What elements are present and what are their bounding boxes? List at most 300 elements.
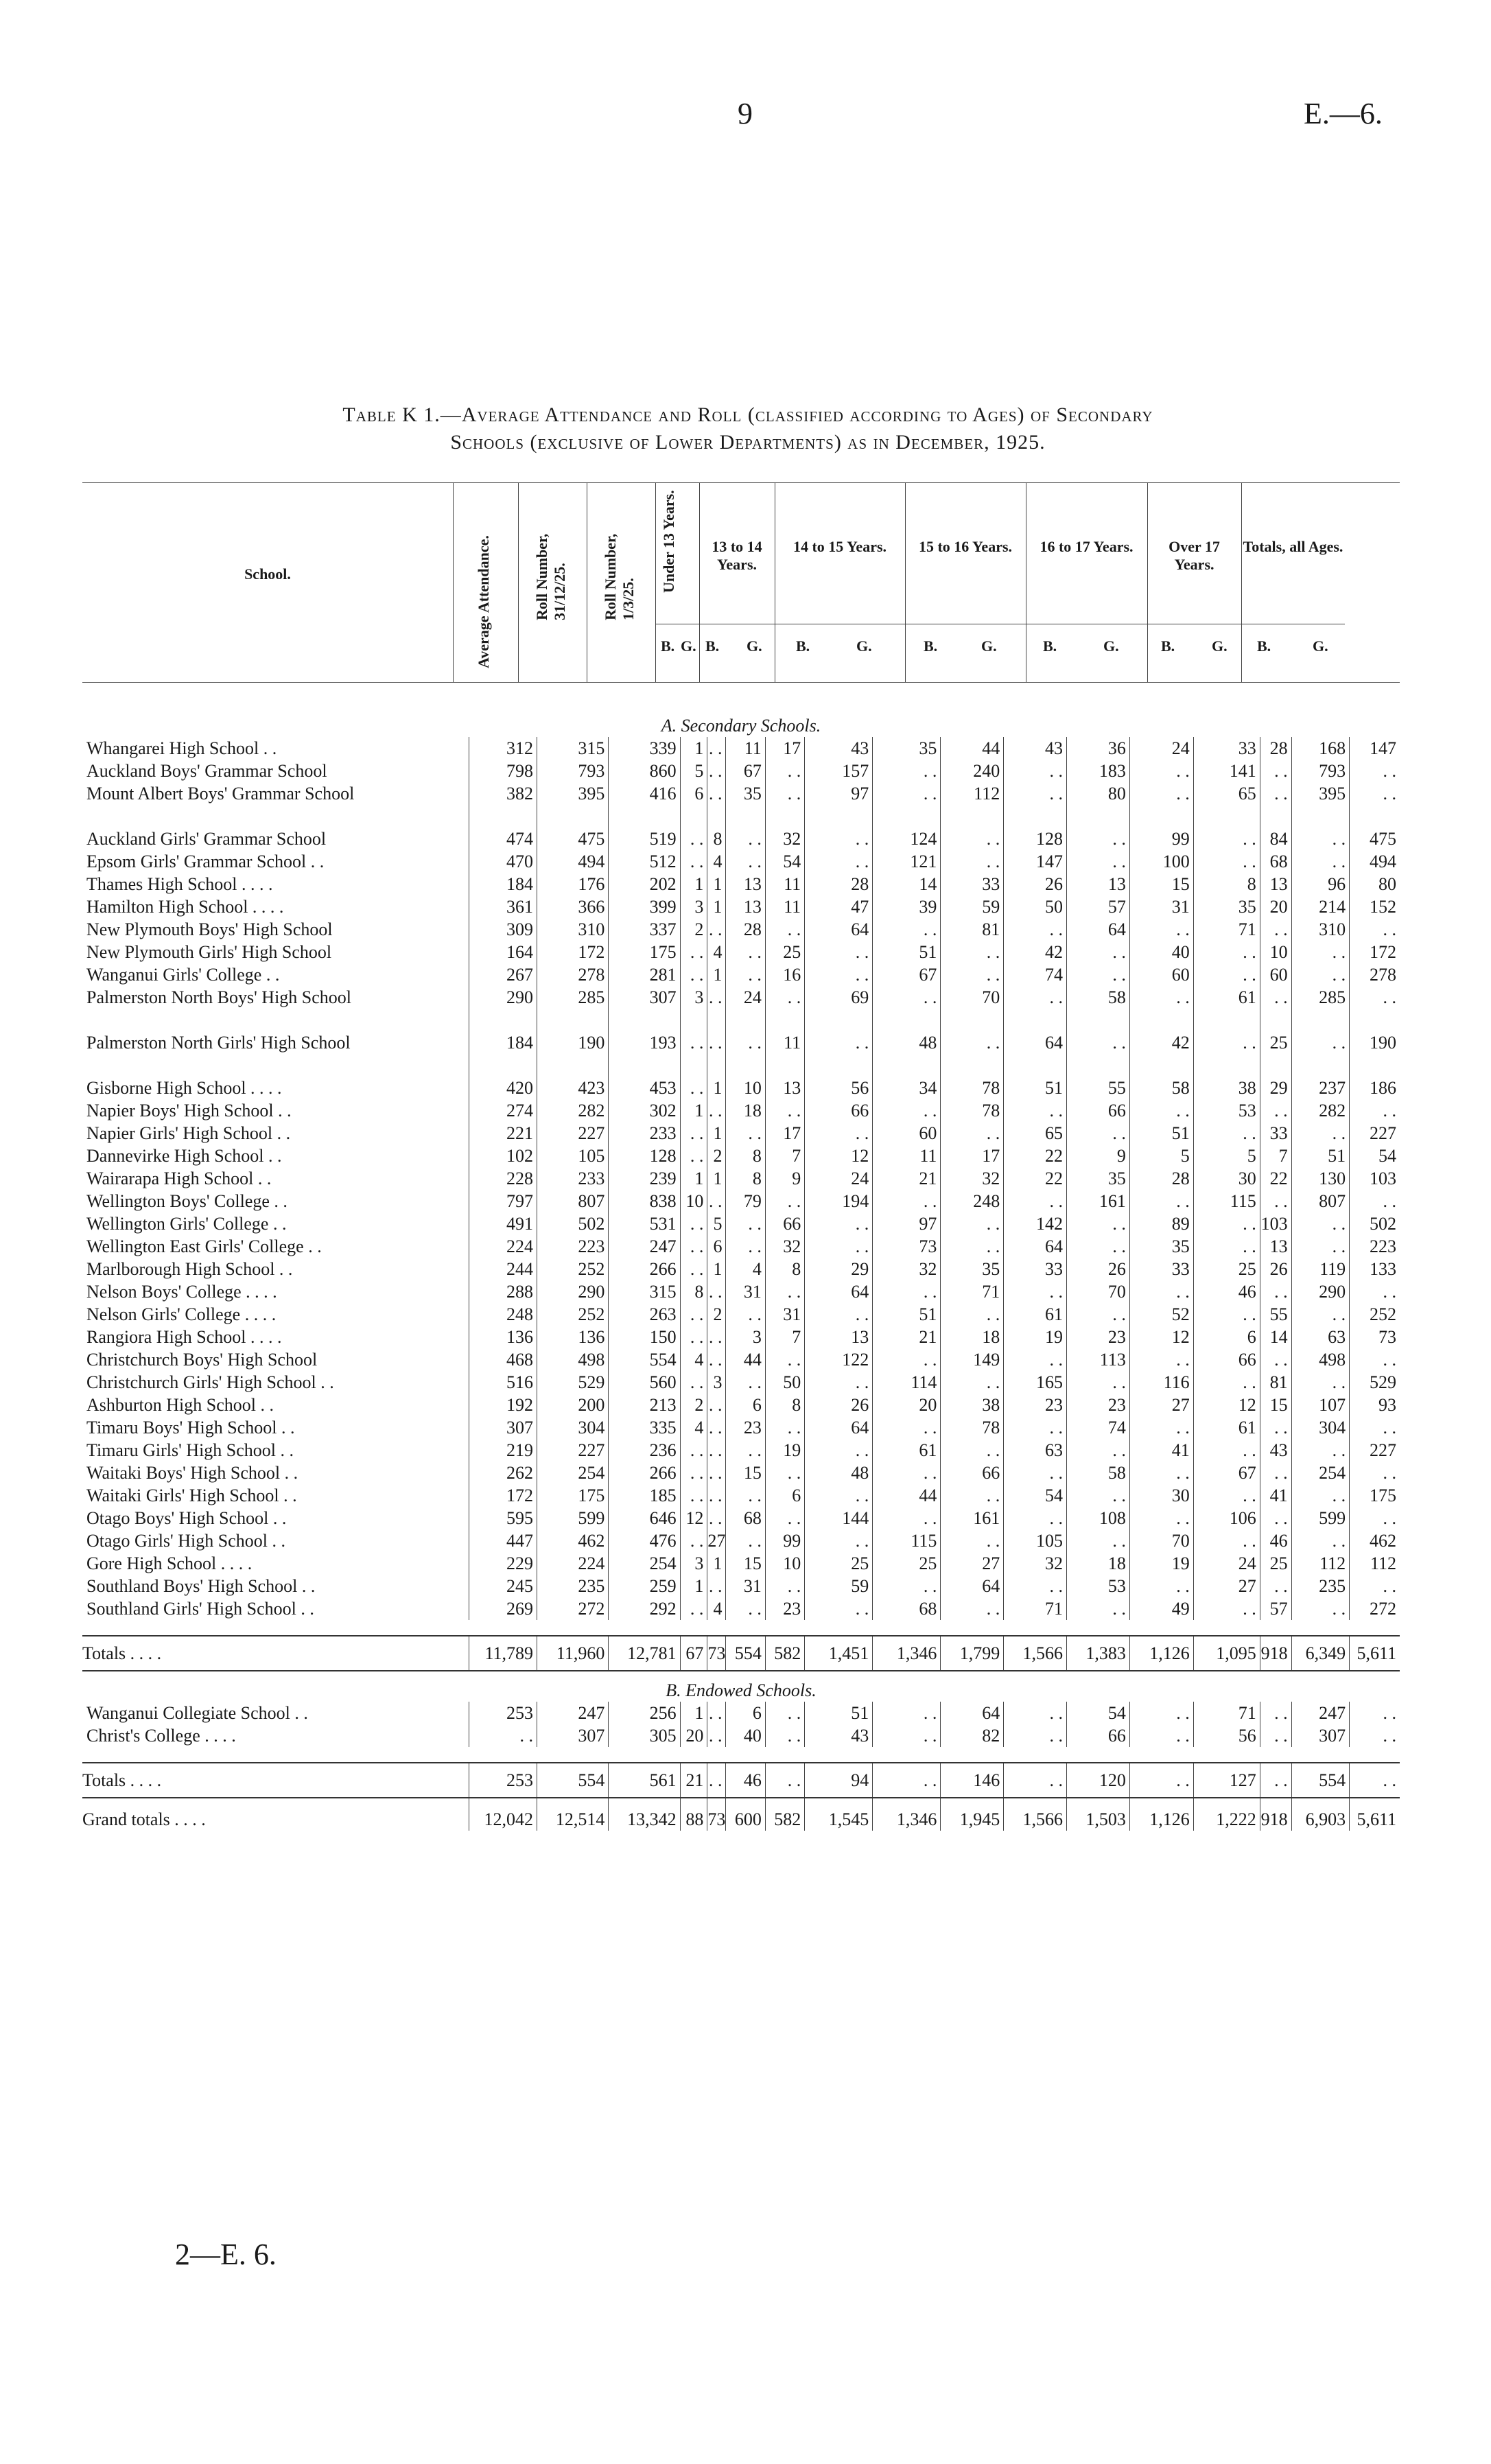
table-cell: 4 xyxy=(680,1416,707,1439)
table-cell: . . xyxy=(1383,1350,1396,1370)
table-cell: . . xyxy=(1383,1703,1396,1723)
table-cell: 25 xyxy=(1260,1552,1291,1575)
table-cell: 141 xyxy=(1193,760,1260,782)
table-cell: 150 xyxy=(609,1326,680,1348)
table-cell: 253 xyxy=(469,1763,537,1798)
table-cell: 476 xyxy=(609,1529,680,1552)
table-cell: 12 xyxy=(680,1507,707,1529)
table-cell: 32 xyxy=(941,1167,1004,1190)
table-cell: . . xyxy=(680,941,707,963)
table-cell: 599 xyxy=(1291,1507,1350,1529)
table-cell: . . xyxy=(1004,760,1067,782)
table-row xyxy=(82,1371,1400,1394)
table-cell: . . xyxy=(765,918,804,941)
school-name: Otago Boys' High School . . xyxy=(82,1507,469,1529)
table-title-line-2: Schools (exclusive of Lower Departments) as in December, 1925. xyxy=(450,431,1046,454)
table-cell: 80 xyxy=(1378,874,1396,894)
table-row xyxy=(82,1394,1400,1416)
table-cell: 807 xyxy=(537,1190,609,1212)
table-cell: 31 xyxy=(1129,895,1193,918)
table-cell: . . xyxy=(726,1529,765,1552)
table-cell: 6 xyxy=(680,782,707,828)
table-cell: 175 xyxy=(537,1484,609,1507)
table-cell: 244 xyxy=(469,1258,537,1280)
header-15-16-label: 15 to 16 Years. xyxy=(918,538,1013,555)
table-cell: . . xyxy=(805,1371,873,1394)
table-cell: 66 xyxy=(1193,1348,1260,1371)
table-row xyxy=(82,1724,1400,1747)
table-cell: . . xyxy=(1350,1763,1400,1798)
table-cell: 52 xyxy=(1129,1303,1193,1326)
table-cell: 10 xyxy=(680,1190,707,1212)
table-cell: 272 xyxy=(1370,1599,1396,1619)
table-cell: 61 xyxy=(1193,986,1260,1031)
table-cell: . . xyxy=(1004,1280,1067,1303)
table-cell: . . xyxy=(680,1303,707,1326)
table-cell: 142 xyxy=(1004,1212,1067,1235)
table-cell: 12 xyxy=(1193,1394,1260,1416)
table-cell: 44 xyxy=(726,1348,765,1371)
table-cell: 227 xyxy=(1370,1123,1396,1143)
table-cell: . . xyxy=(726,1439,765,1462)
table-cell: . . xyxy=(805,941,873,963)
table-title xyxy=(158,401,1338,456)
table-cell: 64 xyxy=(1004,1031,1067,1077)
table-cell: 192 xyxy=(469,1394,537,1416)
table-cell: 18 xyxy=(1067,1552,1130,1575)
header-b: B. xyxy=(1257,637,1271,655)
table-cell: . . xyxy=(1067,850,1130,873)
table-cell: . . xyxy=(726,1597,765,1620)
table-cell: 491 xyxy=(469,1212,537,1235)
header-roll-1 xyxy=(518,483,587,682)
table-cell: 233 xyxy=(537,1167,609,1190)
table-cell: 25 xyxy=(1260,1031,1291,1077)
table-cell: . . xyxy=(873,1099,941,1122)
table-cell: 84 xyxy=(1260,828,1291,850)
table-cell: . . xyxy=(941,1122,1004,1145)
table-cell: . . xyxy=(941,1212,1004,1235)
table-cell: 1,799 xyxy=(941,1636,1004,1671)
table-cell: 21 xyxy=(873,1167,941,1190)
table-cell: 7 xyxy=(1260,1145,1291,1167)
table-cell: . . xyxy=(707,1190,726,1212)
table-row xyxy=(82,1122,1400,1145)
table-cell: 88 xyxy=(680,1798,707,1831)
table-cell: 248 xyxy=(469,1303,537,1326)
table-cell: 119 xyxy=(1291,1258,1350,1280)
table-cell: . . xyxy=(1067,1439,1130,1462)
table-cell: . . xyxy=(680,1235,707,1258)
table-cell: 1,451 xyxy=(805,1636,873,1671)
table-cell: 35 xyxy=(726,782,765,828)
table-cell: 31 xyxy=(765,1303,804,1326)
table-cell: 44 xyxy=(941,737,1004,760)
section-a-heading-label: A. Secondary Schools. xyxy=(661,716,821,736)
table-cell: . . xyxy=(707,1484,726,1507)
section-b-heading-label: B. Endowed Schools. xyxy=(666,1680,817,1700)
table-cell: 27 xyxy=(1129,1394,1193,1416)
table-cell: . . xyxy=(1260,918,1291,941)
table-cell: 78 xyxy=(941,1099,1004,1122)
table-cell: . . xyxy=(1383,1508,1396,1528)
table-cell: 8 xyxy=(707,828,726,850)
table-cell: 399 xyxy=(609,895,680,918)
table-cell: 19 xyxy=(765,1439,804,1462)
table-cell: 36 xyxy=(1067,737,1130,760)
table-cell: 128 xyxy=(609,1145,680,1167)
table-cell: 144 xyxy=(805,1507,873,1529)
table-cell: 18 xyxy=(941,1326,1004,1348)
table-cell: 1 xyxy=(707,1258,726,1280)
table-cell: 395 xyxy=(537,782,609,828)
table-cell: 65 xyxy=(1004,1122,1067,1145)
table-cell: 11 xyxy=(765,873,804,895)
table-cell: 529 xyxy=(1370,1372,1396,1392)
table-cell: . . xyxy=(765,1724,804,1747)
table-cell: 2 xyxy=(680,918,707,941)
table-cell: 1 xyxy=(680,1702,707,1724)
header-b: B. xyxy=(796,637,810,655)
table-cell: 51 xyxy=(873,941,941,963)
table-cell: 59 xyxy=(941,895,1004,918)
table-cell: 22 xyxy=(1260,1167,1291,1190)
table-cell: . . xyxy=(1383,1576,1396,1596)
table-cell: . . xyxy=(1067,1484,1130,1507)
table-cell: 97 xyxy=(805,782,873,828)
table-cell: 292 xyxy=(609,1597,680,1620)
table-cell: . . xyxy=(765,782,804,828)
table-cell: 99 xyxy=(765,1529,804,1552)
table-cell: 1,222 xyxy=(1193,1798,1260,1831)
table-cell: 5,611 xyxy=(1357,1809,1396,1829)
table-cell: 190 xyxy=(537,1031,609,1077)
table-cell: 248 xyxy=(941,1190,1004,1212)
table-cell: 4 xyxy=(707,850,726,873)
table-cell: . . xyxy=(1129,1507,1193,1529)
table-cell: . . xyxy=(680,1371,707,1394)
table-cell: 32 xyxy=(1004,1552,1067,1575)
header-14-15-label: 14 to 15 Years. xyxy=(793,538,887,555)
table-cell: 14 xyxy=(873,873,941,895)
table-cell: 3 xyxy=(680,986,707,1031)
table-cell: . . xyxy=(805,1303,873,1326)
table-cell: 172 xyxy=(537,941,609,963)
table-cell: . . xyxy=(1004,1724,1067,1747)
table-cell: . . xyxy=(1291,1212,1350,1235)
header-school xyxy=(82,483,454,682)
table-cell: 8 xyxy=(765,1258,804,1280)
table-cell: 281 xyxy=(609,963,680,986)
table-cell: 64 xyxy=(805,1280,873,1303)
table-cell: . . xyxy=(1260,1763,1291,1798)
table-title-line-1: Table K 1.—Average Attendance and Roll (classified according to Ages) of Secondary xyxy=(342,403,1153,426)
table-cell: . . xyxy=(805,1212,873,1235)
table-cell: 3 xyxy=(680,895,707,918)
table-cell: 25 xyxy=(765,941,804,963)
header-totals-label: Totals, all Ages. xyxy=(1243,538,1343,555)
table-cell: . . xyxy=(680,963,707,986)
table-cell: 24 xyxy=(1129,737,1193,760)
table-cell: . . xyxy=(1129,1763,1193,1798)
table-cell: 453 xyxy=(609,1077,680,1099)
table-cell: 51 xyxy=(805,1702,873,1724)
table-cell: 475 xyxy=(1370,829,1396,849)
table-cell: . . xyxy=(1260,782,1291,828)
table-cell: . . xyxy=(1260,1507,1291,1529)
table-cell: 26 xyxy=(805,1394,873,1416)
table-cell: 1,545 xyxy=(805,1798,873,1831)
table-cell: . . xyxy=(707,1507,726,1529)
table-cell: 127 xyxy=(1193,1763,1260,1798)
table-cell: 53 xyxy=(1193,1099,1260,1122)
table-cell: 516 xyxy=(469,1371,537,1394)
table-cell: . . xyxy=(707,1348,726,1371)
school-name: Totals . . . . xyxy=(82,1636,469,1671)
section-b-heading xyxy=(82,1671,1400,1702)
table-cell: 66 xyxy=(1067,1724,1130,1747)
table-cell: . . xyxy=(941,850,1004,873)
school-name: Wellington East Girls' College . . xyxy=(82,1235,469,1258)
table-cell: 54 xyxy=(765,850,804,873)
table-cell: 23 xyxy=(1004,1394,1067,1416)
table-cell: 14 xyxy=(1260,1326,1291,1348)
school-name: Nelson Boys' College . . . . xyxy=(82,1280,469,1303)
table-cell: 147 xyxy=(1004,850,1067,873)
table-cell: 13 xyxy=(726,873,765,895)
table-cell: . . xyxy=(1004,1575,1067,1597)
table-cell: 245 xyxy=(469,1575,537,1597)
table-cell: 96 xyxy=(1291,873,1350,895)
table-cell: 797 xyxy=(469,1190,537,1212)
table-cell: 121 xyxy=(873,850,941,873)
table-cell: . . xyxy=(805,963,873,986)
table-cell: 46 xyxy=(1260,1529,1291,1552)
table-cell: . . xyxy=(1193,828,1260,850)
table-cell: 42 xyxy=(1129,1031,1193,1077)
table-cell: 1 xyxy=(707,963,726,986)
table-cell: 28 xyxy=(805,873,873,895)
table-cell: 147 xyxy=(1370,738,1396,758)
table-cell: 13 xyxy=(1260,873,1291,895)
table-cell: 420 xyxy=(469,1077,537,1099)
grand-totals-row xyxy=(82,1798,1400,1831)
table-cell: . . xyxy=(1004,1190,1067,1212)
table-cell: 51 xyxy=(1004,1077,1067,1099)
table-cell: . . xyxy=(726,1212,765,1235)
table-cell: 57 xyxy=(1260,1597,1291,1620)
table-cell: . . xyxy=(941,1303,1004,1326)
table-cell: 175 xyxy=(609,941,680,963)
table-cell: 554 xyxy=(537,1763,609,1798)
table-cell: 582 xyxy=(765,1798,804,1831)
table-cell: 43 xyxy=(805,1724,873,1747)
table-cell: . . xyxy=(1193,1031,1260,1077)
table-cell: 56 xyxy=(805,1077,873,1099)
table-cell: 247 xyxy=(1291,1702,1350,1724)
header-under13-label: Under 13 Years. xyxy=(660,490,677,593)
table-cell: . . xyxy=(1129,1190,1193,1212)
table-cell: 529 xyxy=(537,1371,609,1394)
table-cell: . . xyxy=(680,1484,707,1507)
table-cell: 34 xyxy=(873,1077,941,1099)
table-cell: 302 xyxy=(609,1099,680,1122)
table-cell: 29 xyxy=(1260,1077,1291,1099)
table-cell: . . xyxy=(805,1439,873,1462)
table-cell: 27 xyxy=(1193,1575,1260,1597)
table-cell: 382 xyxy=(469,782,537,828)
table-cell: . . xyxy=(707,1724,726,1747)
table-cell: 17 xyxy=(765,1122,804,1145)
table-row xyxy=(82,1462,1400,1484)
table-cell: . . xyxy=(1260,1190,1291,1212)
table-cell: 114 xyxy=(873,1371,941,1394)
school-name: Otago Girls' High School . . xyxy=(82,1529,469,1552)
table-cell: . . xyxy=(1129,782,1193,828)
table-cell: 32 xyxy=(873,1258,941,1280)
table-cell: . . xyxy=(726,1484,765,1507)
table-cell: 26 xyxy=(1260,1258,1291,1280)
table-cell: . . xyxy=(1004,986,1067,1031)
table-cell: . . xyxy=(1004,1099,1067,1122)
school-name: Timaru Boys' High School . . xyxy=(82,1416,469,1439)
table-cell: . . xyxy=(1291,1439,1350,1462)
table-cell: 54 xyxy=(1067,1702,1130,1724)
table-row xyxy=(82,1529,1400,1552)
table-cell: 494 xyxy=(1370,852,1396,871)
table-cell: 470 xyxy=(469,850,537,873)
table-row xyxy=(82,828,1400,850)
spacer-row xyxy=(82,1747,1400,1763)
table-cell: 79 xyxy=(726,1190,765,1212)
table-cell: 51 xyxy=(873,1303,941,1326)
table-cell: 19 xyxy=(1004,1326,1067,1348)
school-name: New Plymouth Boys' High School xyxy=(82,918,469,941)
table-cell: 16 xyxy=(765,963,804,986)
table-cell: . . xyxy=(726,941,765,963)
table-cell: 108 xyxy=(1067,1507,1130,1529)
table-cell: 122 xyxy=(805,1348,873,1371)
table-cell: 12,781 xyxy=(609,1636,680,1671)
table-cell: 366 xyxy=(537,895,609,918)
table-cell: 20 xyxy=(680,1724,707,1747)
table-cell: 47 xyxy=(805,895,873,918)
school-name: Southland Boys' High School . . xyxy=(82,1575,469,1597)
table-cell: 94 xyxy=(805,1763,873,1798)
table-cell: 58 xyxy=(1129,1077,1193,1099)
table-cell: 17 xyxy=(941,1145,1004,1167)
table-cell: . . xyxy=(1383,761,1396,781)
table-cell: 6 xyxy=(765,1484,804,1507)
table-cell: 599 xyxy=(537,1507,609,1529)
table-cell: 70 xyxy=(1067,1280,1130,1303)
table-cell: 183 xyxy=(1067,760,1130,782)
table-cell: 42 xyxy=(1004,941,1067,963)
table-cell: 1,566 xyxy=(1004,1798,1067,1831)
table-cell: 35 xyxy=(1193,895,1260,918)
table-row xyxy=(82,1031,1400,1077)
table-cell: 93 xyxy=(1378,1395,1396,1415)
table-cell: 310 xyxy=(537,918,609,941)
school-name: Christchurch Boys' High School xyxy=(82,1348,469,1371)
table-cell: 82 xyxy=(941,1724,1004,1747)
table-cell: 30 xyxy=(1193,1167,1260,1190)
table-cell: . . xyxy=(680,1258,707,1280)
table-cell: . . xyxy=(941,1439,1004,1462)
table-cell: . . xyxy=(707,1416,726,1439)
table-cell: 561 xyxy=(609,1763,680,1798)
table-cell: . . xyxy=(1129,918,1193,941)
table-cell: 1 xyxy=(707,895,726,918)
table-cell: 202 xyxy=(609,873,680,895)
table-cell: . . xyxy=(873,1702,941,1724)
table-cell: . . xyxy=(805,828,873,850)
table-cell: 494 xyxy=(537,850,609,873)
table-cell: 97 xyxy=(873,1212,941,1235)
table-cell: 288 xyxy=(469,1280,537,1303)
table-cell: 474 xyxy=(469,828,537,850)
table-cell: 305 xyxy=(609,1724,680,1747)
table-cell: 64 xyxy=(805,1416,873,1439)
totals-row-b xyxy=(82,1763,1400,1798)
table-cell: . . xyxy=(707,1031,726,1077)
table-cell: 20 xyxy=(873,1394,941,1416)
table-cell: . . xyxy=(1067,828,1130,850)
table-cell: . . xyxy=(765,1099,804,1122)
table-cell: 502 xyxy=(1370,1214,1396,1234)
table-cell: 43 xyxy=(1004,737,1067,760)
table-cell: . . xyxy=(707,737,726,760)
table-cell: 35 xyxy=(941,1258,1004,1280)
table-cell: 1 xyxy=(680,1167,707,1190)
table-cell: 6 xyxy=(726,1702,765,1724)
table-cell: 73 xyxy=(707,1636,726,1671)
table-cell: 5,611 xyxy=(1350,1636,1400,1671)
page-number: 9 xyxy=(738,97,753,130)
table-row xyxy=(82,1326,1400,1348)
table-cell: 184 xyxy=(469,873,537,895)
header-average-attendance-label: Average Attendance. xyxy=(475,535,492,668)
table-cell: 5 xyxy=(1129,1145,1193,1167)
table-cell: 290 xyxy=(469,986,537,1031)
table-cell: 136 xyxy=(469,1326,537,1348)
table-cell: . . xyxy=(1291,1031,1350,1077)
table-cell: 1 xyxy=(707,1552,726,1575)
table-cell: . . xyxy=(805,850,873,873)
table-cell: . . xyxy=(873,1190,941,1212)
table-cell: 33 xyxy=(1193,737,1260,760)
table-cell: 1,095 xyxy=(1193,1636,1260,1671)
table-cell: . . xyxy=(1193,1235,1260,1258)
table-cell: 64 xyxy=(1004,1235,1067,1258)
table-cell: 115 xyxy=(873,1529,941,1552)
table-cell: 44 xyxy=(873,1484,941,1507)
table-row xyxy=(82,1507,1400,1529)
table-cell: 59 xyxy=(805,1575,873,1597)
table-cell: 63 xyxy=(1004,1439,1067,1462)
table-cell: 337 xyxy=(609,918,680,941)
table-cell: . . xyxy=(1193,1529,1260,1552)
table-cell: . . xyxy=(805,1597,873,1620)
table-cell: 3 xyxy=(680,1552,707,1575)
table-cell: 5 xyxy=(1193,1145,1260,1167)
table-cell: . . xyxy=(1291,828,1350,850)
table-cell: . . xyxy=(1004,1348,1067,1371)
table-cell: 67 xyxy=(1193,1462,1260,1484)
table-cell: . . xyxy=(707,760,726,782)
table-cell: . . xyxy=(1260,1575,1291,1597)
table-cell: 11 xyxy=(765,1031,804,1077)
